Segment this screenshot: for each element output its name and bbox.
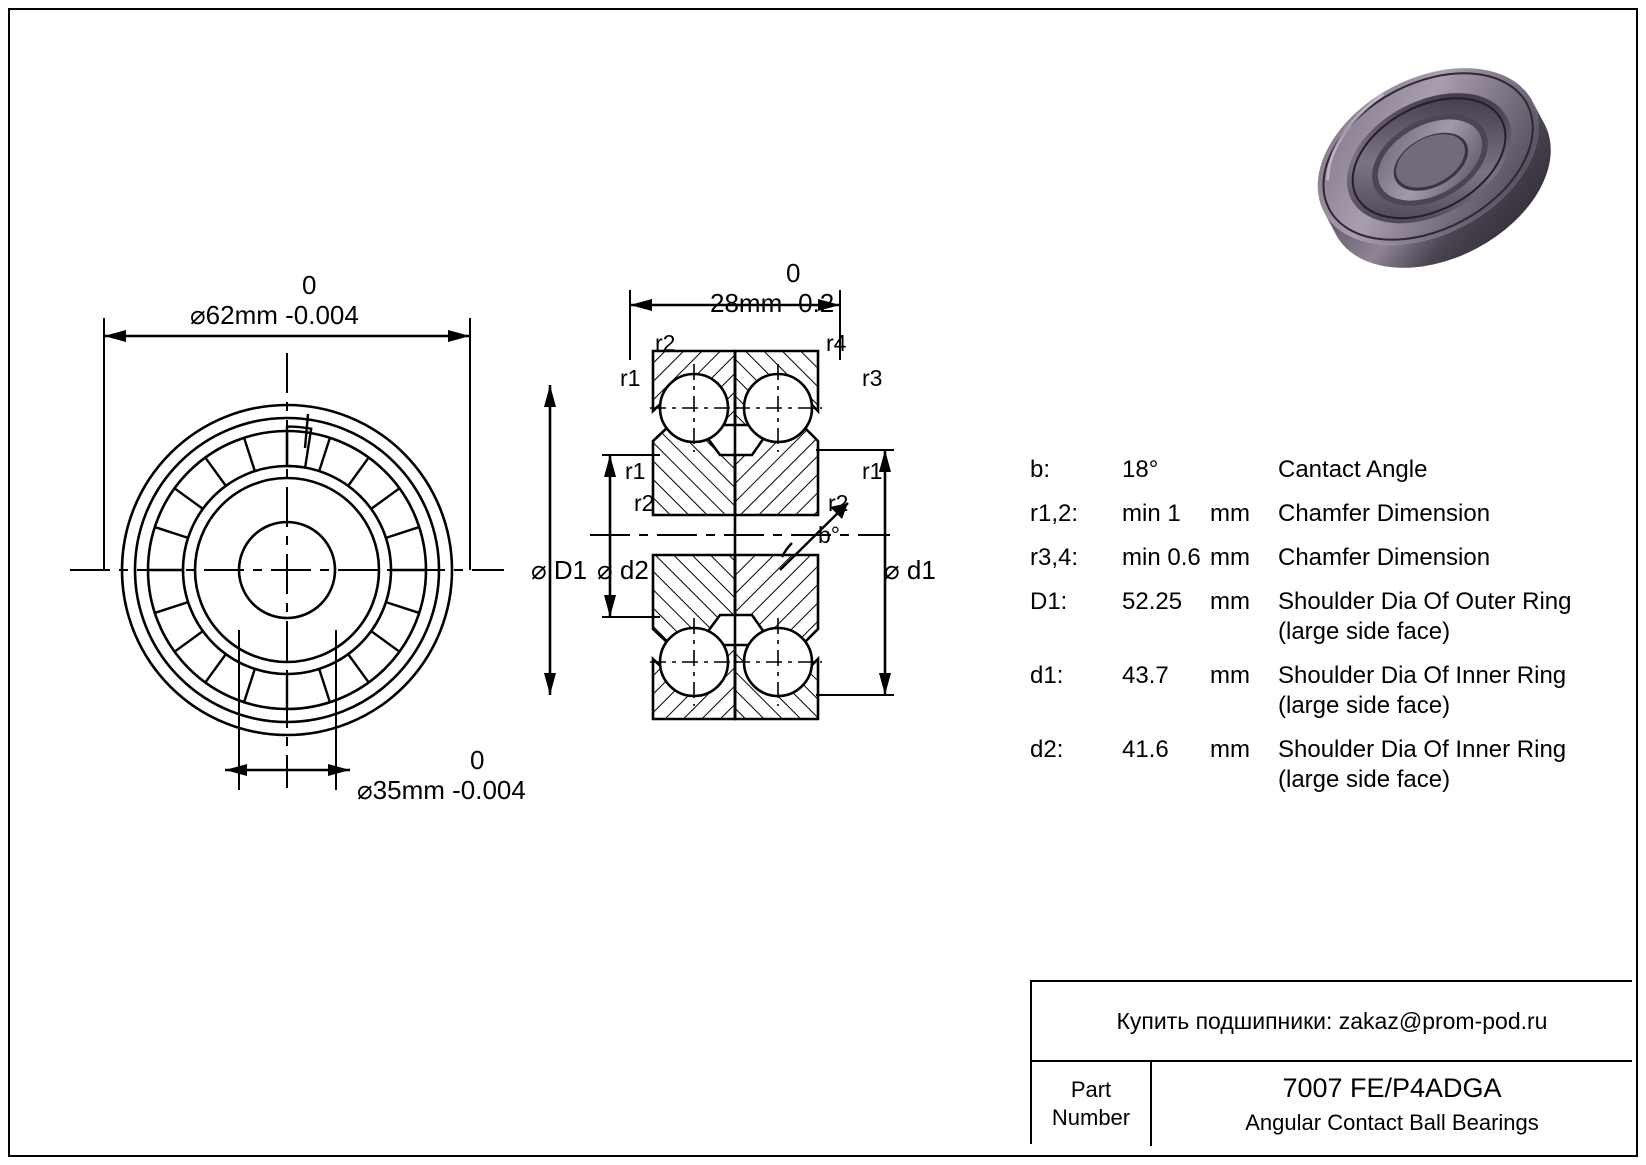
section-view <box>530 265 950 805</box>
spec-unit: mm <box>1210 736 1250 763</box>
label-contact-angle: b° <box>818 522 840 548</box>
label-r2-left-mid: r2 <box>634 490 655 516</box>
spec-description-main: Shoulder Dia Of Inner Ring <box>1278 736 1567 763</box>
spec-description-sub: (large side face) <box>1278 618 1451 645</box>
spec-key: b: <box>1030 456 1051 483</box>
front-outer-diameter: ⌀62mm -0.004 <box>190 300 359 330</box>
part-label-line1: Part <box>1070 1077 1112 1102</box>
spec-row <box>1030 735 1630 795</box>
label-r1-right-mid: r1 <box>862 458 883 484</box>
spec-description-main: Shoulder Dia Of Outer Ring <box>1278 588 1572 615</box>
specification-table <box>1030 455 1630 809</box>
label-r2-right-mid: r2 <box>828 490 849 516</box>
label-r1-left-top: r1 <box>620 365 641 391</box>
spec-key: d1: <box>1030 662 1064 689</box>
spec-value: min 0.6 <box>1122 544 1201 571</box>
spec-unit: mm <box>1210 588 1250 615</box>
label-d1: ⌀ d1 <box>884 555 936 585</box>
spec-value: 52.25 <box>1122 588 1183 615</box>
spec-description: Chamfer Dimension <box>1278 544 1491 571</box>
label-r2-top-left: r2 <box>655 330 676 356</box>
bearing-3d-render <box>1290 20 1570 300</box>
contact-text: Купить подшипники: zakaz@prom-pod.ru <box>1116 1007 1548 1034</box>
spec-description-main: Shoulder Dia Of Inner Ring <box>1278 662 1567 689</box>
title-block <box>1030 980 1632 1144</box>
spec-row <box>1030 587 1630 647</box>
spec-description: Chamfer Dimension <box>1278 500 1491 527</box>
spec-value: 18° <box>1122 456 1159 483</box>
spec-row <box>1030 661 1630 721</box>
spec-key: r3,4: <box>1030 544 1079 571</box>
front-view <box>60 270 580 830</box>
spec-row <box>1030 499 1630 529</box>
front-outer-tolerance: 0 <box>302 270 317 300</box>
spec-value: 41.6 <box>1122 736 1169 763</box>
spec-unit: mm <box>1210 544 1250 571</box>
label-d2: ⌀ d2 <box>597 555 649 585</box>
label-r4-top-right: r4 <box>826 330 847 356</box>
part-label-line2: Number <box>1051 1105 1131 1130</box>
spec-row <box>1030 543 1630 573</box>
spec-row <box>1030 455 1630 485</box>
section-width-dim: 28mm -0.2 <box>710 288 835 318</box>
label-r3-right-top: r3 <box>862 365 883 391</box>
contact-row <box>1032 982 1632 1062</box>
spec-key: D1: <box>1030 588 1068 615</box>
spec-description-sub: (large side face) <box>1278 766 1451 793</box>
label-D1: ⌀ D1 <box>531 555 588 585</box>
spec-description <box>1278 661 1630 721</box>
spec-unit: mm <box>1210 500 1250 527</box>
part-number: 7007 FE/P4ADGA <box>1282 1072 1502 1103</box>
spec-unit: mm <box>1210 662 1250 689</box>
part-number-value <box>1152 1062 1632 1146</box>
label-r1-left-mid: r1 <box>625 458 646 484</box>
spec-description-sub: (large side face) <box>1278 692 1451 719</box>
spec-description <box>1278 735 1630 795</box>
part-row <box>1032 1062 1632 1146</box>
front-inner-tolerance: 0 <box>470 745 485 775</box>
part-number-label <box>1032 1062 1152 1146</box>
part-type: Angular Contact Ball Bearings <box>1245 1109 1539 1135</box>
spec-description <box>1278 587 1630 647</box>
spec-key: d2: <box>1030 736 1064 763</box>
spec-value: 43.7 <box>1122 662 1169 689</box>
spec-value: min 1 <box>1122 500 1181 527</box>
front-inner-diameter: ⌀35mm -0.004 <box>357 775 526 805</box>
spec-key: r1,2: <box>1030 500 1079 527</box>
spec-description: Cantact Angle <box>1278 456 1428 483</box>
section-width-tolerance: 0 <box>786 258 801 288</box>
